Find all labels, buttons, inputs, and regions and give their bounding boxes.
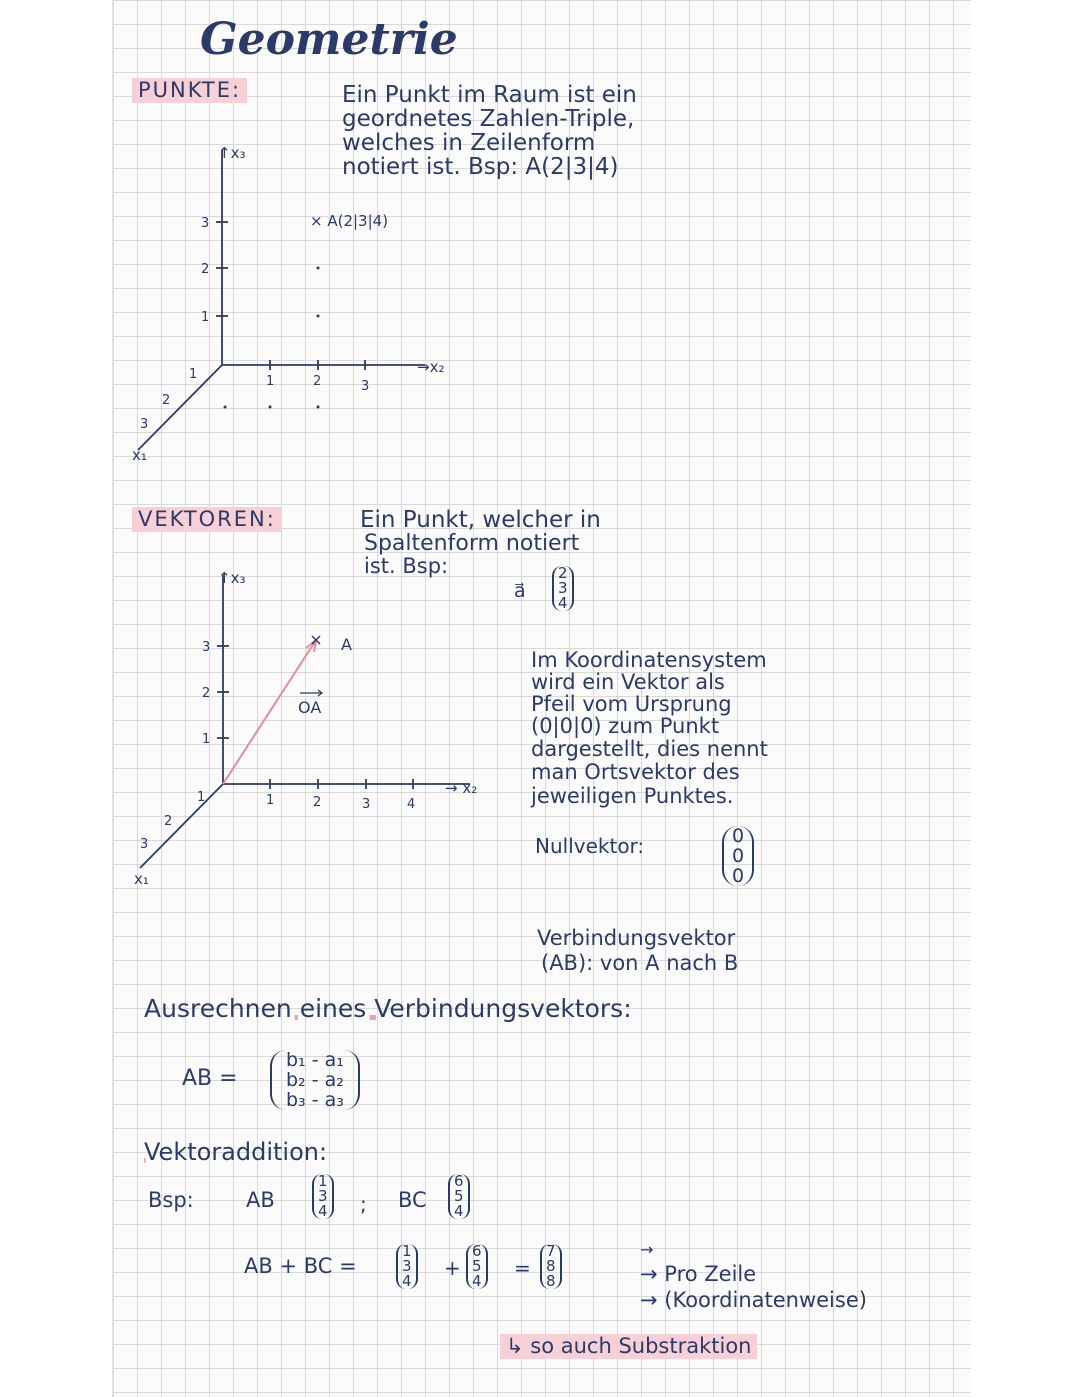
tick-label: 2 xyxy=(313,795,322,810)
example-vector: 2 3 4 xyxy=(552,566,574,611)
punkte-text-line: welches in Zeilenform xyxy=(342,130,596,156)
separator: ; xyxy=(360,1192,367,1216)
tick-label: 3 xyxy=(201,216,210,231)
tick-label: 2 xyxy=(202,686,211,701)
addition-heading: Vektoraddition: xyxy=(144,1138,328,1166)
note-line: → Pro Zeile xyxy=(640,1262,757,1286)
tick-label: 3 xyxy=(140,837,149,852)
vector-oa-label: OA xyxy=(298,698,322,717)
x2-axis-label: → x₂ xyxy=(445,779,478,797)
vektoren-text-line: Spaltenform notiert xyxy=(364,531,580,556)
tick-label: 1 xyxy=(202,732,211,747)
tick-label: 2 xyxy=(201,262,210,277)
x3-axis-label: ↑x₃ xyxy=(218,144,246,162)
point-a-label: × A(2|3|4) xyxy=(310,212,389,230)
tick-label: 2 xyxy=(162,393,171,408)
punkte-text-line: notiert ist. Bsp: A(2|3|4) xyxy=(342,154,619,180)
bc-label: BC xyxy=(398,1188,427,1212)
tick-label: 1 xyxy=(201,310,210,325)
ortsvektor-text-line: jeweiligen Punktes. xyxy=(531,784,734,808)
sum-lhs: AB + BC = xyxy=(244,1254,357,1278)
ab-vector: 1 3 4 xyxy=(312,1174,334,1219)
tick-label: 2 xyxy=(313,374,322,389)
verbindung-text-line: (AB): von A nach B xyxy=(541,951,739,975)
tick-label: 1 xyxy=(197,790,206,805)
ortsvektor-text-line: (0|0|0) zum Punkt xyxy=(531,714,720,738)
vektoren-text-line: Ein Punkt, welcher in xyxy=(360,507,601,533)
tick-label: 3 xyxy=(140,417,149,432)
tick-label: 3 xyxy=(202,640,211,655)
page-title: Geometrie xyxy=(200,14,458,65)
subtraktion-note: ↳ so auch Substraktion xyxy=(500,1334,757,1359)
nullvektor-label: Nullvektor: xyxy=(535,834,645,858)
equals-sign: = xyxy=(514,1256,531,1280)
nullvektor: 0 0 0 xyxy=(722,826,754,886)
sum-bc-vector: 6 5 4 xyxy=(466,1244,488,1289)
tick-label: 2 xyxy=(164,814,173,829)
x1-axis-label: x₁ xyxy=(132,446,147,464)
tick-label: 1 xyxy=(189,367,198,382)
ortsvektor-text-line: Im Koordinatensystem xyxy=(531,648,767,672)
x2-axis-label: →x₂ xyxy=(417,358,445,376)
ortsvektor-text-line: man Ortsvektor des xyxy=(531,760,740,784)
difference-vector: b₁ - a₁ b₂ - a₂ b₃ - a₃ xyxy=(270,1050,360,1110)
vektoren-text-line: ist. Bsp: xyxy=(364,554,449,578)
ortsvektor-text-line: wird ein Vektor als xyxy=(531,670,725,694)
tick-label: 3 xyxy=(362,797,371,812)
vektoren-heading: VEKTOREN: xyxy=(132,507,282,532)
result-vector: 7 8 8 xyxy=(540,1244,562,1289)
ortsvektor-text-line: dargestellt, dies nennt xyxy=(531,737,768,761)
ortsvektor-text-line: Pfeil vom Ursprung xyxy=(531,692,732,716)
note-line: → (Koordinatenweise) xyxy=(640,1288,867,1312)
punkte-text-line: Ein Punkt im Raum ist ein xyxy=(342,82,637,108)
x1-axis-label: x₁ xyxy=(134,870,149,888)
ab-equals: AB = xyxy=(182,1066,238,1091)
ausrechnen-heading: Ausrechnen eines Verbindungsvektors: xyxy=(144,994,632,1023)
ab-label: AB xyxy=(246,1188,275,1212)
point-a-label: A xyxy=(341,635,352,654)
tick-label: 3 xyxy=(361,379,370,394)
punkte-text-line: geordnetes Zahlen-Triple, xyxy=(342,106,635,132)
plus-sign: + xyxy=(444,1256,461,1280)
tick-label: 1 xyxy=(266,793,275,808)
bc-vector: 6 5 4 xyxy=(448,1174,470,1219)
punkte-heading: PUNKTE: xyxy=(132,78,247,103)
note-line: → xyxy=(640,1240,654,1259)
bsp-label: Bsp: xyxy=(148,1188,194,1212)
sum-ab-vector: 1 3 4 xyxy=(396,1244,418,1289)
tick-label: 1 xyxy=(266,374,275,389)
tick-label: 4 xyxy=(407,797,416,812)
example-vector-name: a⃗ xyxy=(514,580,526,602)
x3-axis-label: ↑x₃ xyxy=(218,569,246,587)
verbindung-text-line: Verbindungsvektor xyxy=(537,926,736,950)
